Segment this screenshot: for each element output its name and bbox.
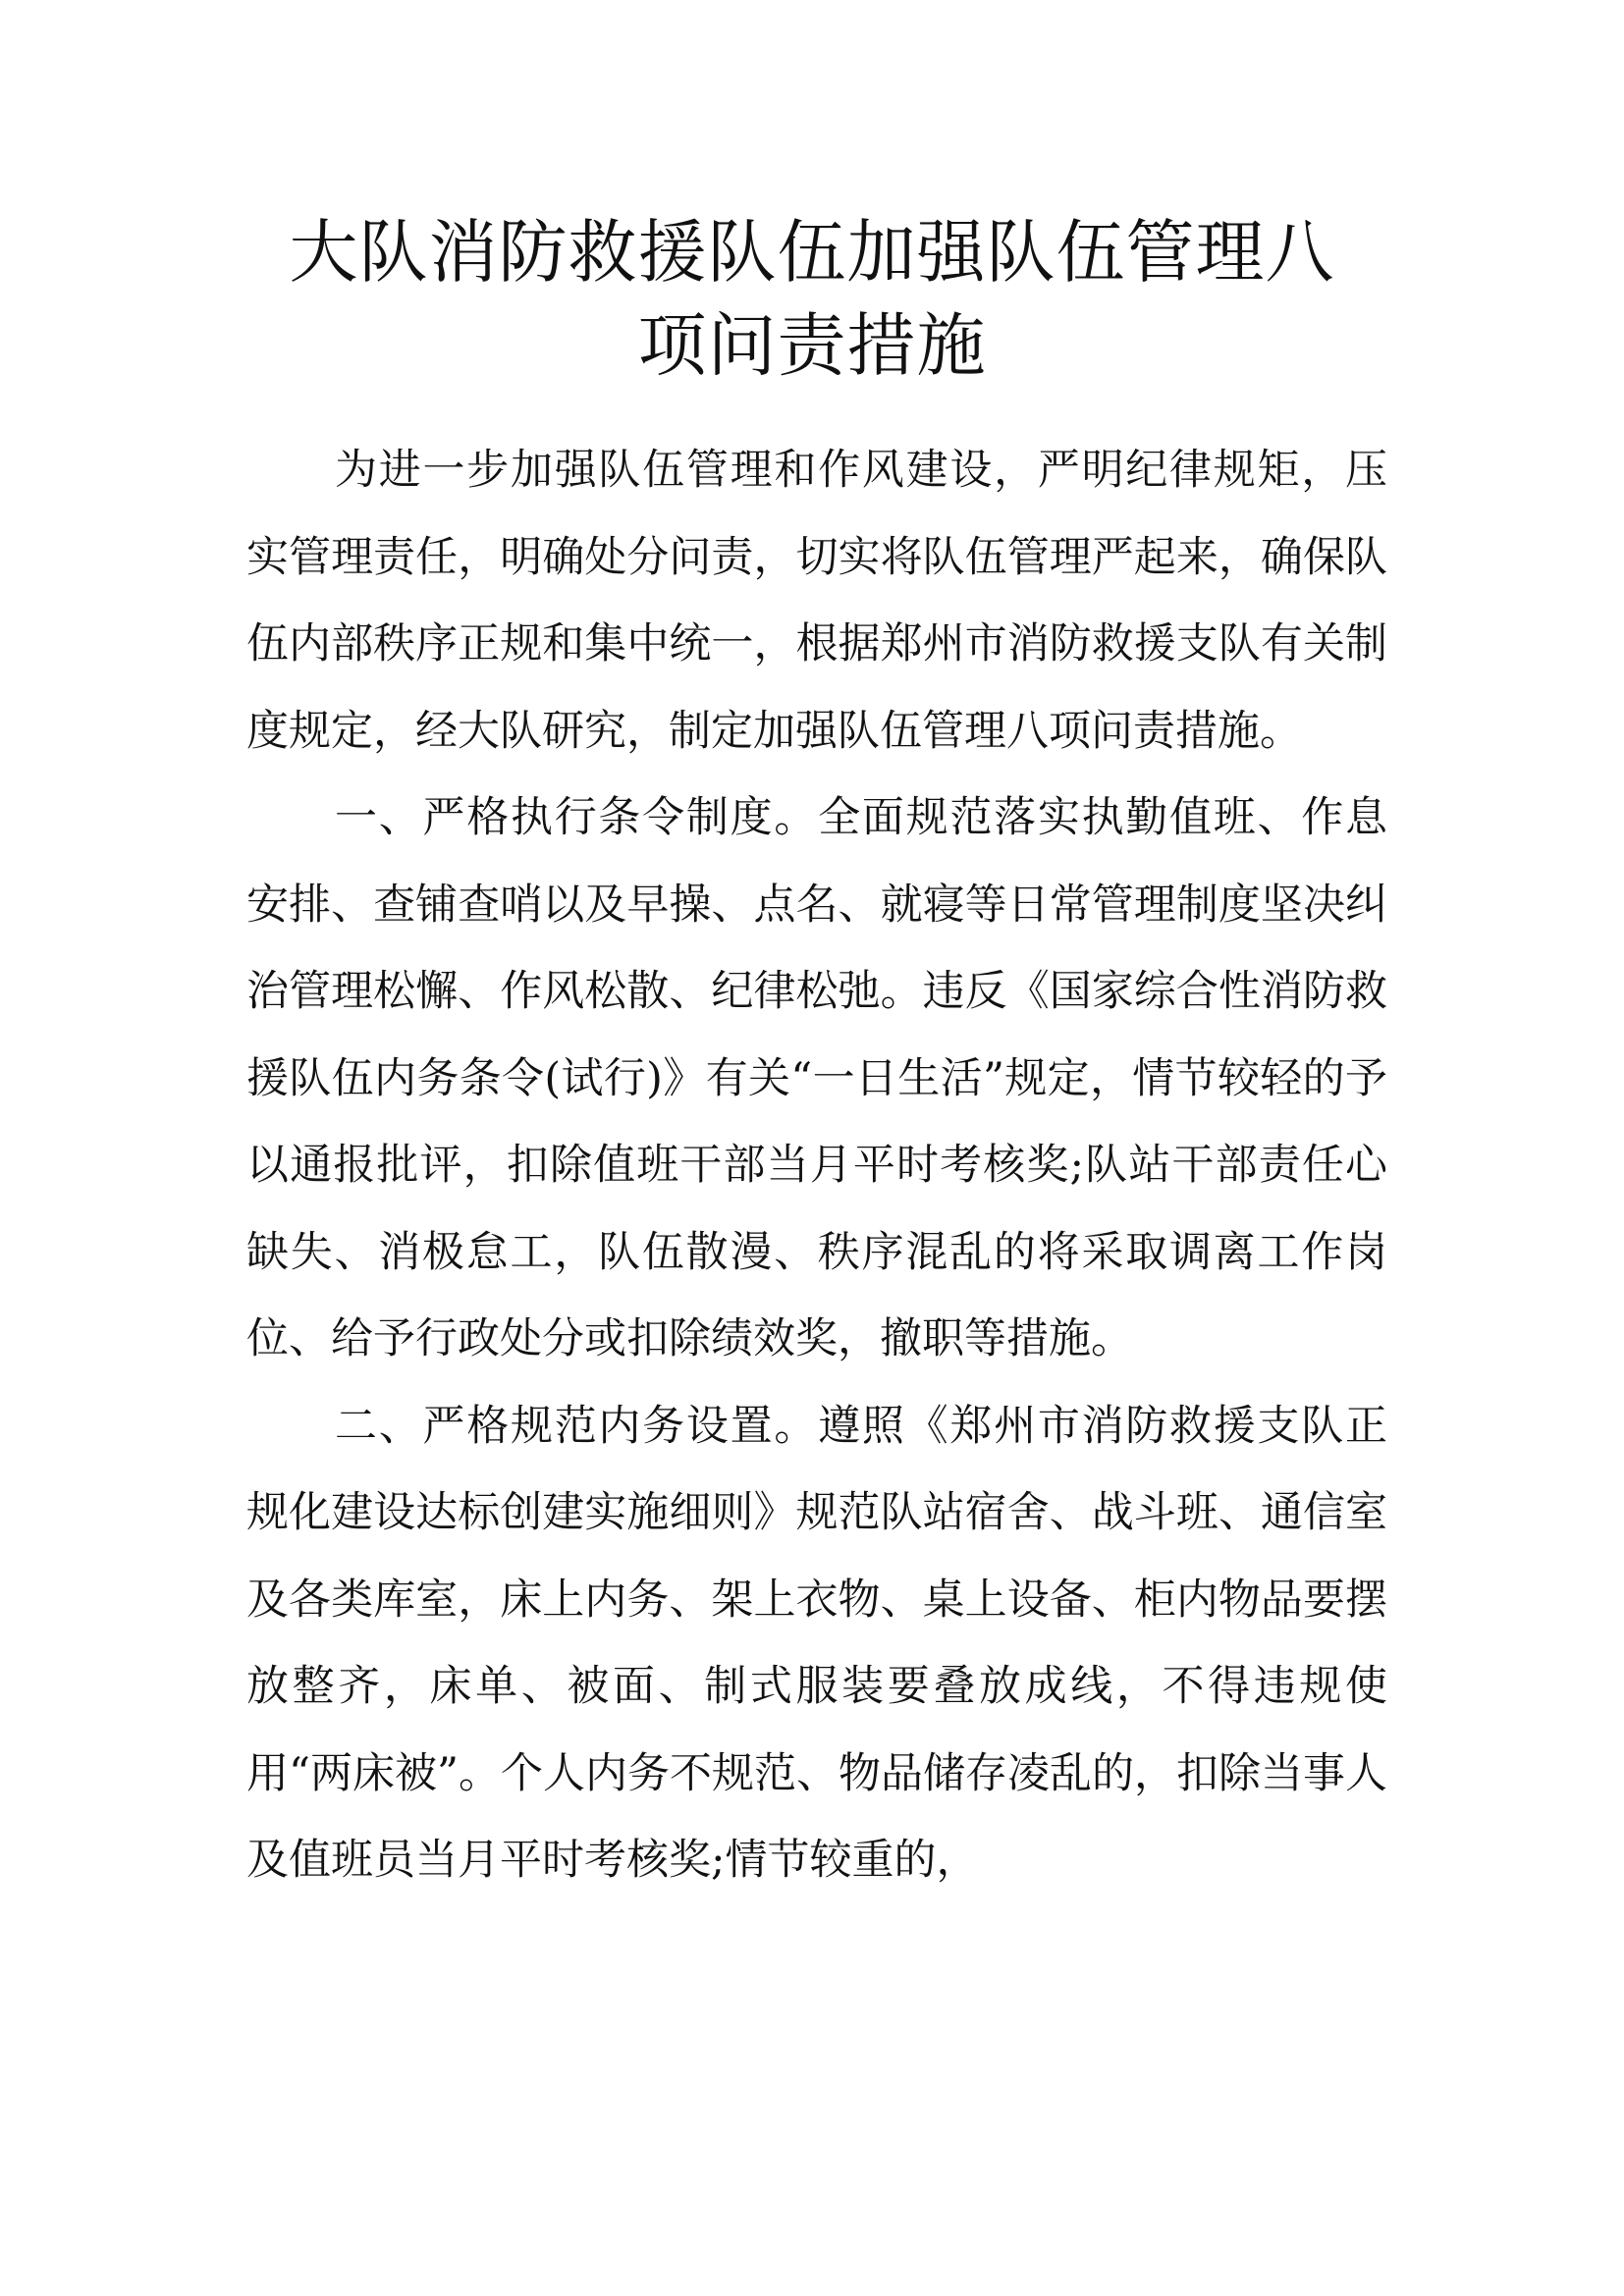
document-body bbox=[246, 427, 1387, 1904]
document-title bbox=[236, 206, 1388, 393]
paragraph-intro: 为进一步加强队伍管理和作风建设，严明纪律规矩，压实管理责任，明确处分问责，切实将队伍管理严起来，确保队伍内部秩序正规和集中统一，根据郑州市消防救援支队有关制度规定，经大队研究，制定加强队伍管理八项问责措施。 bbox=[246, 446, 1387, 756]
paragraph-item-2: 二、严格规范内务设置。遵照《郑州市消防救援支队正规化建设达标创建实施细则》规范队站宿舍、战斗班、通信室及各类库室，床上内务、架上衣物、桌上设备、柜内物品要摆放整齐，床单、被面、制式服装要叠放成线，不得违规使用“两床被”。个人内务不规范、物品储存凌乱的，扣除当事人及值班员当月平时考核奖;情节较重的， bbox=[246, 1401, 1387, 1885]
title-line-1: 大队消防救援队伍加强队伍管理八 bbox=[289, 212, 1335, 293]
paragraph-item-1: 一、严格执行条令制度。全面规范落实执勤值班、作息安排、查铺查哨以及早操、点名、就寝等日常管理制度坚决纠治管理松懈、作风松散、纪律松弛。违反《国家综合性消防救援队伍内务条令(试行)》有关“一日生活”规定，情节较轻的予以通报批评，扣除值班干部当月平时考核奖;队站干部责任心缺失、消极怠工，队伍散漫、秩序混乱的将采取调离工作岗位、给予行政处分或扣除绩效奖，撤职等措施。 bbox=[246, 793, 1387, 1363]
title-line-2: 项问责措施 bbox=[637, 305, 987, 386]
